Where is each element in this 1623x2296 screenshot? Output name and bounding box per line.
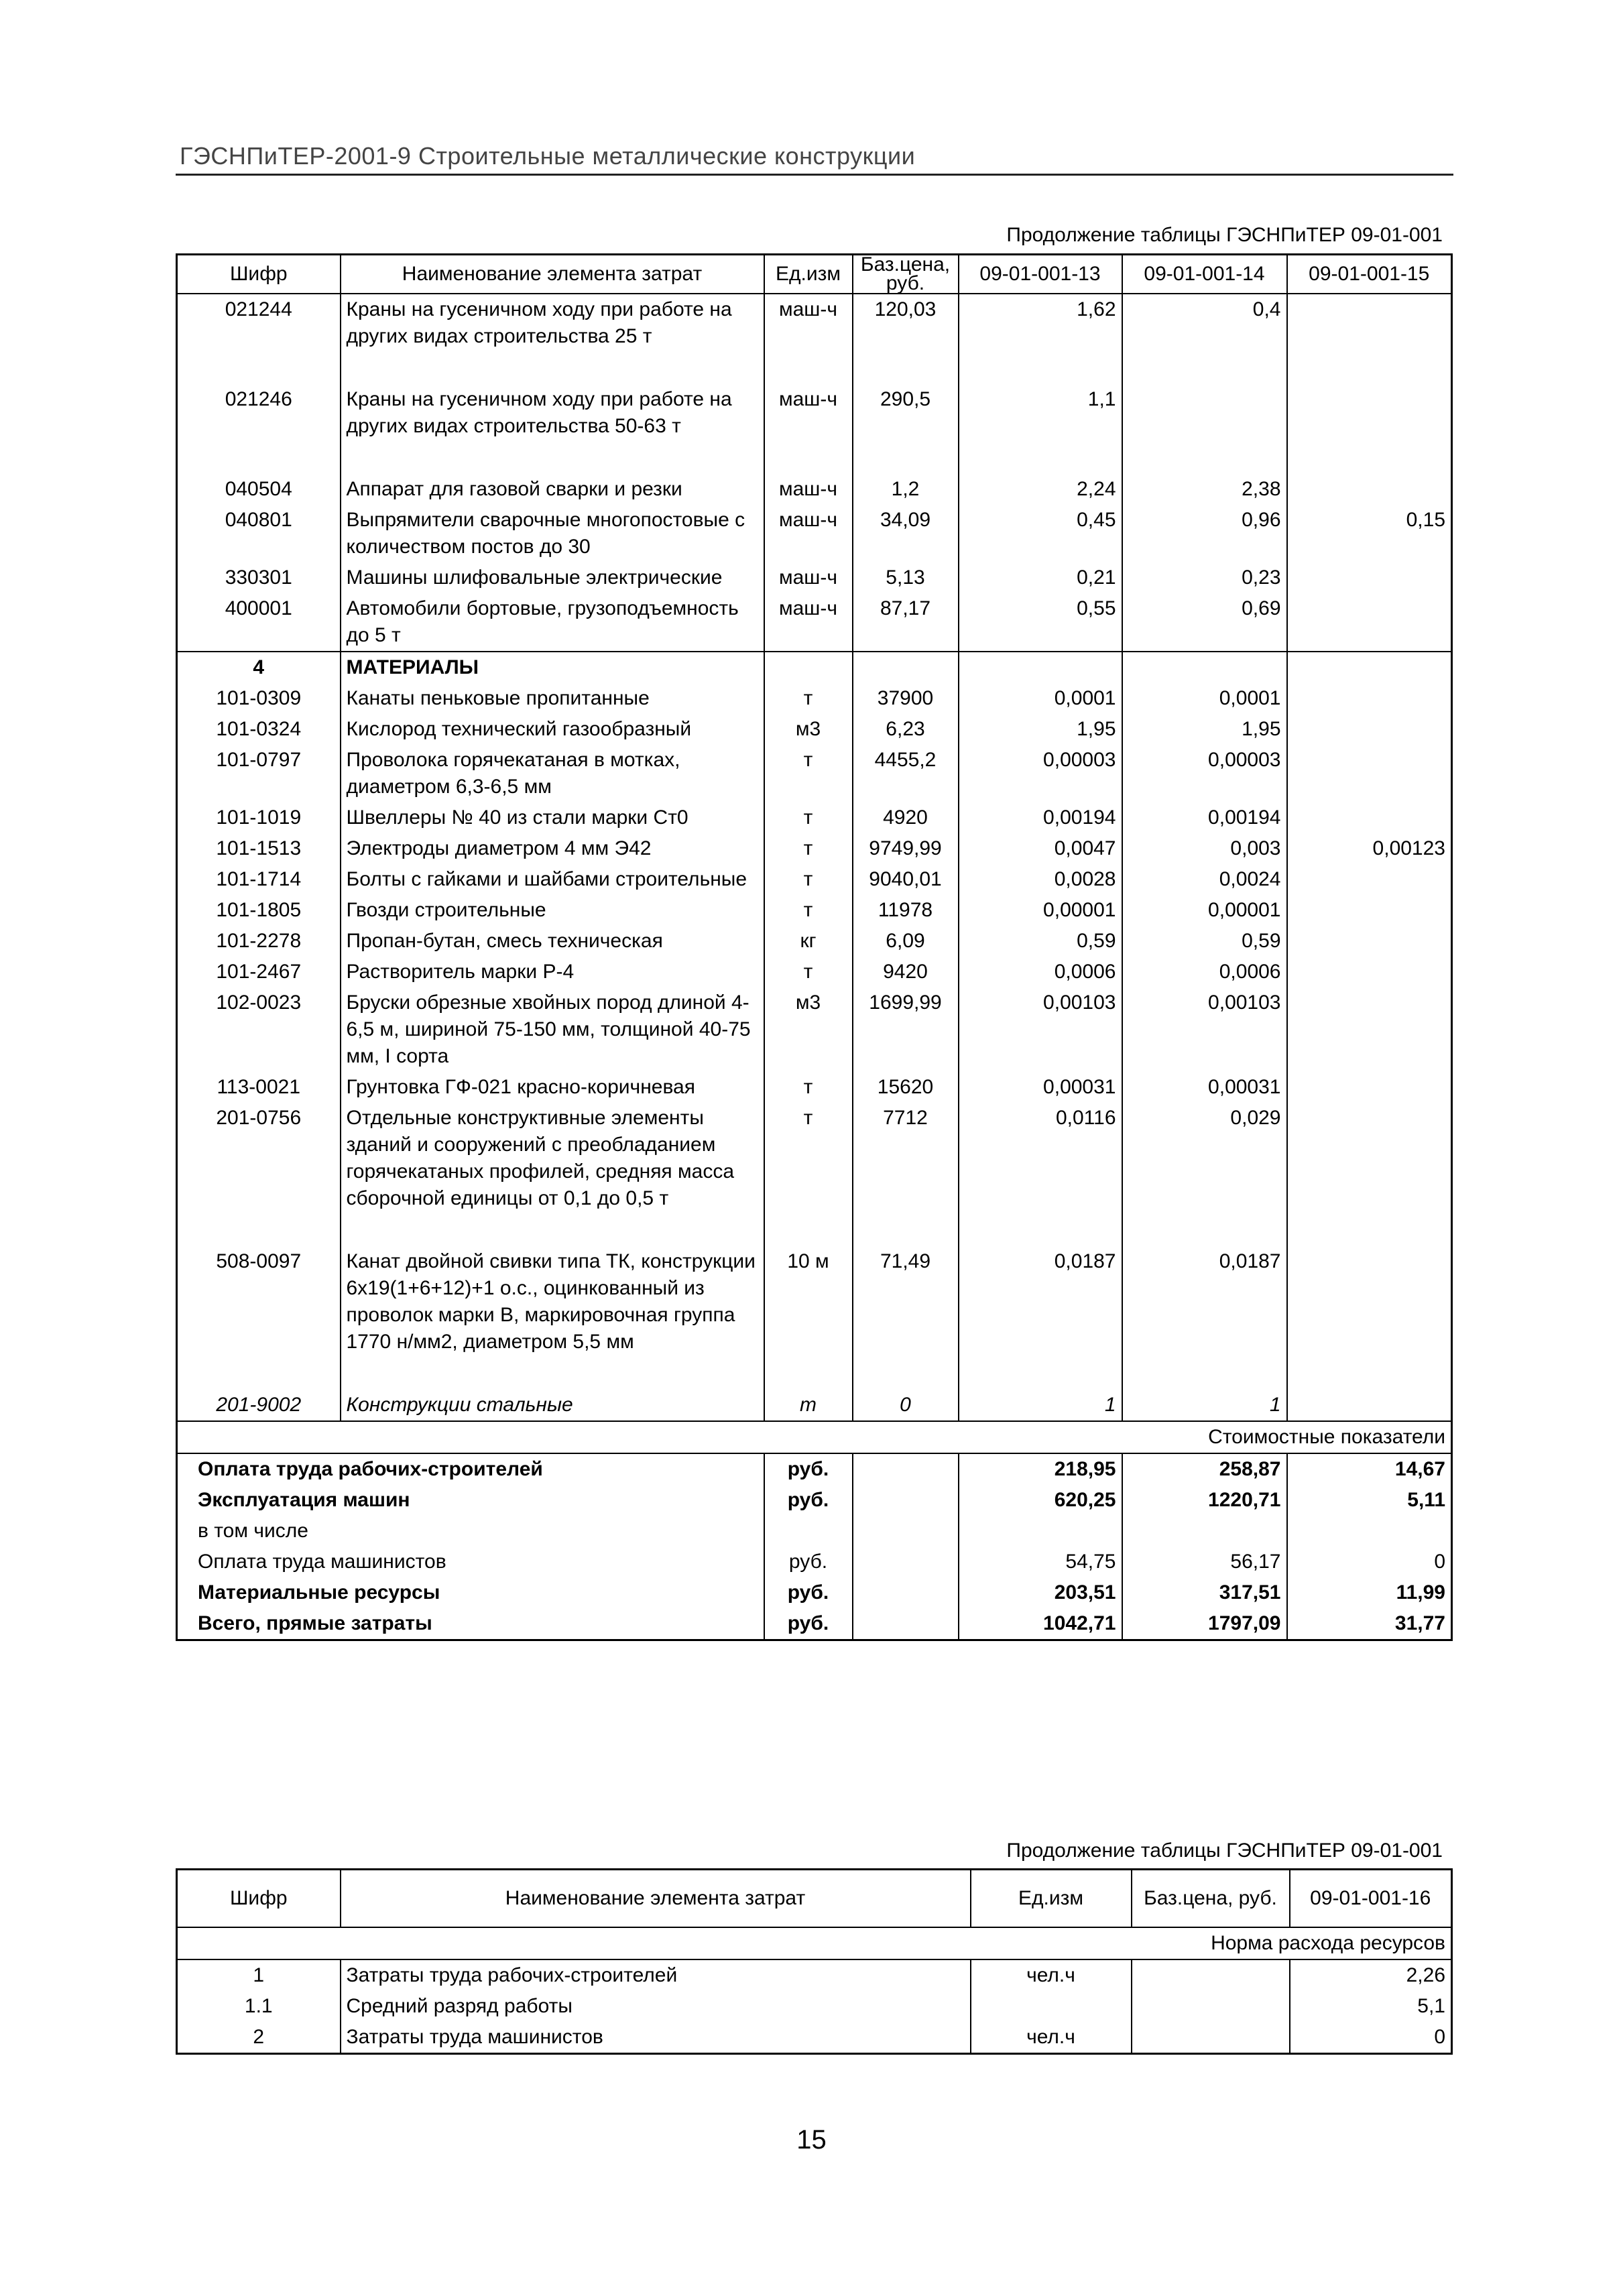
cost-unit: руб. — [764, 1547, 853, 1577]
cell-unit: м3 — [764, 987, 853, 1072]
cell-name: Выпрямители сварочные многопостовые с количеством постов до 30 — [341, 505, 764, 562]
cell-name: Швеллеры № 40 из стали марки Ст0 — [341, 802, 764, 833]
cost-c15: 14,67 — [1287, 1453, 1452, 1485]
cell-code: 101-1714 — [216, 868, 302, 890]
document-header: ГЭСНПиТЕР-2001-9 Строительные металлические конструкции — [180, 142, 916, 170]
cell-code: 1 — [253, 1963, 265, 1986]
cell-name: Болты с гайками и шайбами строительные — [341, 864, 764, 895]
cell-code: 101-1805 — [216, 899, 302, 921]
cell-code: 021246 — [225, 388, 292, 410]
cell-name: Аппарат для газовой сварки и резки — [341, 474, 764, 505]
cell-code: 040801 — [225, 509, 292, 531]
cell-c14: 0,69 — [1122, 593, 1287, 652]
cost-name: Эксплуатация машин — [198, 1489, 410, 1511]
cell-code: 508-0097 — [216, 1250, 302, 1272]
cell-c14: 0,029 — [1122, 1103, 1287, 1214]
cost-name: Материальные ресурсы — [198, 1581, 440, 1604]
table-row — [177, 505, 1452, 562]
resource-table-1 — [176, 253, 1453, 1641]
cell-c13: 0,00003 — [959, 745, 1122, 802]
cell-unit: т — [764, 683, 853, 714]
col-header-code: Шифр — [177, 255, 341, 294]
cell-unit: маш-ч — [764, 474, 853, 505]
cost-row — [177, 1516, 1452, 1547]
cell-unit: маш-ч — [764, 593, 853, 652]
table-row — [177, 562, 1452, 593]
cell-price: 1,2 — [853, 474, 959, 505]
cell-code: 201-9002 — [216, 1394, 302, 1416]
cell-name: Бруски обрезные хвойных пород длиной 4-6,5 м, шириной 75-150 мм, толщиной 40-75 мм, I сорта — [341, 987, 764, 1072]
cell-c14: 0,0187 — [1122, 1246, 1287, 1357]
table1-header-row — [177, 255, 1452, 294]
cell-name: Затраты труда рабочих-строителей — [341, 1959, 971, 1991]
table-row — [177, 1991, 1452, 2022]
page-number: 15 — [796, 2125, 827, 2155]
norm-header: Норма расхода ресурсов — [177, 1927, 1452, 1959]
cost-name: в том числе — [198, 1520, 308, 1542]
cell-price: 34,09 — [853, 505, 959, 562]
cell-price: 120,03 — [853, 294, 959, 352]
cell-c15 — [1287, 384, 1452, 442]
cell-price: 37900 — [853, 683, 959, 714]
table-row — [177, 1072, 1452, 1103]
cell-c14: 0,4 — [1122, 294, 1287, 352]
cell-price — [1132, 1991, 1290, 2022]
cell-c16: 2,26 — [1290, 1959, 1452, 1991]
col-header-09-01-001-13: 09-01-001-13 — [959, 255, 1122, 294]
cell-unit: т — [764, 895, 853, 926]
cell-name: Пропан-бутан, смесь техническая — [341, 926, 764, 957]
table2-header-row — [177, 1870, 1452, 1927]
cell-c14: 0,00031 — [1122, 1072, 1287, 1103]
cell-c14: 2,38 — [1122, 474, 1287, 505]
cell-unit: 10 м — [764, 1246, 853, 1357]
table-row — [177, 714, 1452, 745]
cell-c13: 0,0028 — [959, 864, 1122, 895]
cell-c14: 0,00103 — [1122, 987, 1287, 1072]
cell-unit: т — [764, 1390, 853, 1421]
cell-name: Конструкции стальные — [341, 1390, 764, 1421]
cell-code: 400001 — [225, 597, 292, 619]
cost-c13: 1042,71 — [959, 1608, 1122, 1640]
cost-unit — [764, 1516, 853, 1547]
table-row — [177, 294, 1452, 352]
cost-c13: 203,51 — [959, 1577, 1122, 1608]
cell-unit: т — [764, 1072, 853, 1103]
cost-row — [177, 1577, 1452, 1608]
cell-unit: т — [764, 745, 853, 802]
cell-c15 — [1287, 1103, 1452, 1214]
cell-name: Растворитель марки Р-4 — [341, 957, 764, 987]
cost-c15: 11,99 — [1287, 1577, 1452, 1608]
cell-c14: 0,0024 — [1122, 864, 1287, 895]
cell-c14: 0,59 — [1122, 926, 1287, 957]
cell-code: 113-0021 — [217, 1076, 301, 1098]
cell-unit: маш-ч — [764, 294, 853, 352]
cell-price: 290,5 — [853, 384, 959, 442]
cell-name: Канат двойной свивки типа ТК, конструкции 6х19(1+6+12)+1 о.с., оцинкованный из проволок марки В, маркировочная группа 1770 н/мм2, диаметром 5,5 мм — [341, 1246, 764, 1357]
cell-c15: 0,15 — [1287, 505, 1452, 562]
cost-row — [177, 1608, 1452, 1640]
cell-price: 0 — [853, 1390, 959, 1421]
cell-c15 — [1287, 926, 1452, 957]
cell-c14: 0,00003 — [1122, 745, 1287, 802]
cell-unit: т — [764, 957, 853, 987]
cell-c16: 0 — [1290, 2022, 1452, 2054]
table-row — [177, 987, 1452, 1072]
cell-code: 101-1019 — [216, 806, 302, 829]
cost-c14: 1797,09 — [1122, 1608, 1287, 1640]
cell-c13: 0,21 — [959, 562, 1122, 593]
cell-price: 9420 — [853, 957, 959, 987]
cell-price — [1132, 1959, 1290, 1991]
col-header-price: Баз.цена, руб. — [1132, 1870, 1290, 1927]
col-header-unit: Ед.изм — [764, 255, 853, 294]
cell-c14: 0,00001 — [1122, 895, 1287, 926]
cell-c16: 5,1 — [1290, 1991, 1452, 2022]
cell-price: 9040,01 — [853, 864, 959, 895]
cell-c13: 0,0001 — [959, 683, 1122, 714]
cost-unit: руб. — [764, 1453, 853, 1485]
cell-name: Гвозди строительные — [341, 895, 764, 926]
cost-c15: 5,11 — [1287, 1485, 1452, 1516]
cell-unit: чел.ч — [971, 2022, 1132, 2054]
cell-unit: маш-ч — [764, 384, 853, 442]
table-row — [177, 593, 1452, 652]
cost-c15: 0 — [1287, 1547, 1452, 1577]
cell-name: Краны на гусеничном ходу при работе на других видах строительства 25 т — [341, 294, 764, 352]
cost-indicators-header: Стоимостные показатели — [177, 1421, 1452, 1453]
table-row — [177, 745, 1452, 802]
cell-c15 — [1287, 1246, 1452, 1357]
cell-c15 — [1287, 1390, 1452, 1421]
cell-code: 1.1 — [244, 1994, 273, 2017]
cost-c13: 54,75 — [959, 1547, 1122, 1577]
cell-c15 — [1287, 683, 1452, 714]
table-row — [177, 1390, 1452, 1421]
cell-c13: 2,24 — [959, 474, 1122, 505]
header-rule — [176, 174, 1453, 176]
cell-c15 — [1287, 474, 1452, 505]
cost-unit: руб. — [764, 1485, 853, 1516]
cell-c13: 0,0006 — [959, 957, 1122, 987]
cell-price: 9749,99 — [853, 833, 959, 864]
cell-price: 11978 — [853, 895, 959, 926]
cost-c13 — [959, 1516, 1122, 1547]
cell-c15 — [1287, 714, 1452, 745]
cell-name: Автомобили бортовые, грузоподъемность до 5 т — [341, 593, 764, 652]
cell-price: 87,17 — [853, 593, 959, 652]
cell-name: Канаты пеньковые пропитанные — [341, 683, 764, 714]
cell-name: Машины шлифовальные электрические — [341, 562, 764, 593]
cell-price: 1699,99 — [853, 987, 959, 1072]
col-header-09-01-001-15: 09-01-001-15 — [1287, 255, 1452, 294]
cost-c13: 620,25 — [959, 1485, 1122, 1516]
cell-price: 71,49 — [853, 1246, 959, 1357]
cell-c14: 0,0001 — [1122, 683, 1287, 714]
cell-unit: чел.ч — [971, 1959, 1132, 1991]
norm-header-row — [177, 1927, 1452, 1959]
cell-c15 — [1287, 802, 1452, 833]
cell-price: 6,23 — [853, 714, 959, 745]
cell-c13: 0,00194 — [959, 802, 1122, 833]
cost-c14 — [1122, 1516, 1287, 1547]
cell-unit: т — [764, 833, 853, 864]
cell-c15 — [1287, 957, 1452, 987]
cell-c14: 0,23 — [1122, 562, 1287, 593]
cell-c13: 1,62 — [959, 294, 1122, 352]
cell-c15 — [1287, 1072, 1452, 1103]
cell-code: 201-0756 — [216, 1107, 302, 1129]
col-header-09-01-001-16: 09-01-001-16 — [1290, 1870, 1452, 1927]
table-row — [177, 926, 1452, 957]
col-header-09-01-001-14: 09-01-001-14 — [1122, 255, 1287, 294]
cost-c15 — [1287, 1516, 1452, 1547]
table-row — [177, 833, 1452, 864]
table-row — [177, 864, 1452, 895]
cost-unit: руб. — [764, 1608, 853, 1640]
cell-unit: т — [764, 1103, 853, 1214]
table2-continuation-caption: Продолжение таблицы ГЭСНПиТЕР 09-01-001 — [1006, 1839, 1443, 1862]
cell-c15 — [1287, 562, 1452, 593]
cell-c14: 0,0006 — [1122, 957, 1287, 987]
cost-row — [177, 1485, 1452, 1516]
cell-name: Электроды диаметром 4 мм Э42 — [341, 833, 764, 864]
cell-c13: 0,00001 — [959, 895, 1122, 926]
cost-name: Всего, прямые затраты — [198, 1612, 432, 1634]
cost-c15: 31,77 — [1287, 1608, 1452, 1640]
table-row — [177, 1959, 1452, 1991]
cell-c15: 0,00123 — [1287, 833, 1452, 864]
cell-code: 101-2467 — [216, 961, 302, 983]
col-header-unit: Ед.изм — [971, 1870, 1132, 1927]
cell-name: Затраты труда машинистов — [341, 2022, 971, 2054]
cell-c14: 1 — [1122, 1390, 1287, 1421]
cell-c14 — [1122, 384, 1287, 442]
cell-unit — [971, 1991, 1132, 2022]
cost-name: Оплата труда машинистов — [198, 1551, 446, 1573]
cell-c15 — [1287, 864, 1452, 895]
cost-row — [177, 1547, 1452, 1577]
table-row — [177, 384, 1452, 442]
cell-code: 101-1513 — [216, 837, 302, 859]
cell-price: 4455,2 — [853, 745, 959, 802]
cost-c14: 1220,71 — [1122, 1485, 1287, 1516]
table-row — [177, 1246, 1452, 1357]
cell-unit: маш-ч — [764, 562, 853, 593]
cell-code: 101-0309 — [216, 687, 302, 709]
cell-c14: 0,003 — [1122, 833, 1287, 864]
cell-c13: 1,1 — [959, 384, 1122, 442]
cell-c14: 0,96 — [1122, 505, 1287, 562]
cell-name: Средний разряд работы — [341, 1991, 971, 2022]
col-header-name: Наименование элемента затрат — [341, 1870, 971, 1927]
cell-unit: маш-ч — [764, 505, 853, 562]
cell-c13: 0,55 — [959, 593, 1122, 652]
cell-c15 — [1287, 987, 1452, 1072]
cost-name: Оплата труда рабочих-строителей — [198, 1458, 543, 1480]
cell-c13: 0,0116 — [959, 1103, 1122, 1214]
cell-c14: 0,00194 — [1122, 802, 1287, 833]
table-row — [177, 802, 1452, 833]
cell-unit: кг — [764, 926, 853, 957]
table-row — [177, 2022, 1452, 2054]
cell-name: Отдельные конструктивные элементы зданий и сооружений с преобладанием горячекатаных профилей, средняя масса сборочной единицы от 0,1 до 0,5 т — [341, 1103, 764, 1214]
resource-table-2 — [176, 1868, 1453, 2055]
cell-c13: 0,0047 — [959, 833, 1122, 864]
cell-price — [1132, 2022, 1290, 2054]
cost-row — [177, 1453, 1452, 1485]
cost-c14: 317,51 — [1122, 1577, 1287, 1608]
cell-code: 101-0324 — [216, 718, 302, 740]
cell-c13: 0,59 — [959, 926, 1122, 957]
cell-c13: 1,95 — [959, 714, 1122, 745]
cell-code: 101-2278 — [216, 930, 302, 952]
cell-code: 101-0797 — [216, 749, 302, 771]
cell-code: 040504 — [225, 478, 292, 500]
cell-code: 021244 — [225, 298, 292, 320]
cell-c13: 0,0187 — [959, 1246, 1122, 1357]
cell-c13: 1 — [959, 1390, 1122, 1421]
table-row — [177, 474, 1452, 505]
cell-c14: 1,95 — [1122, 714, 1287, 745]
col-header-price: Баз.цена, руб. — [853, 255, 959, 294]
cell-price: 6,09 — [853, 926, 959, 957]
table-row — [177, 1103, 1452, 1214]
cell-price: 15620 — [853, 1072, 959, 1103]
cell-c15 — [1287, 593, 1452, 652]
cell-c13: 0,00103 — [959, 987, 1122, 1072]
table-row — [177, 683, 1452, 714]
cell-price: 7712 — [853, 1103, 959, 1214]
col-header-code: Шифр — [177, 1870, 341, 1927]
cell-unit: т — [764, 864, 853, 895]
cost-c14: 258,87 — [1122, 1453, 1287, 1485]
cell-code: 102-0023 — [216, 991, 302, 1014]
table-row — [177, 957, 1452, 987]
cell-c15 — [1287, 294, 1452, 352]
col-header-name: Наименование элемента затрат — [341, 255, 764, 294]
cell-code: 2 — [253, 2025, 265, 2048]
cell-name: Кислород технический газообразный — [341, 714, 764, 745]
cell-name: Проволока горячекатаная в мотках, диаметром 6,3-6,5 мм — [341, 745, 764, 802]
cell-code: 330301 — [225, 566, 292, 589]
cell-name: Краны на гусеничном ходу при работе на других видах строительства 50-63 т — [341, 384, 764, 442]
cell-c15 — [1287, 745, 1452, 802]
cell-c15 — [1287, 895, 1452, 926]
table-row — [177, 895, 1452, 926]
cost-c13: 218,95 — [959, 1453, 1122, 1485]
cell-unit: т — [764, 802, 853, 833]
cell-price: 4920 — [853, 802, 959, 833]
cell-c13: 0,00031 — [959, 1072, 1122, 1103]
section-row-materials — [177, 652, 1452, 683]
cell-c13: 0,45 — [959, 505, 1122, 562]
cell-price: 5,13 — [853, 562, 959, 593]
section-title: МАТЕРИАЛЫ — [341, 652, 764, 683]
cell-name: Грунтовка ГФ-021 красно-коричневая — [341, 1072, 764, 1103]
section-code: 4 — [177, 652, 341, 683]
cell-unit: м3 — [764, 714, 853, 745]
cost-unit: руб. — [764, 1577, 853, 1608]
cost-c14: 56,17 — [1122, 1547, 1287, 1577]
cost-indicators-header-row — [177, 1421, 1452, 1453]
table1-continuation-caption: Продолжение таблицы ГЭСНПиТЕР 09-01-001 — [1006, 224, 1443, 246]
